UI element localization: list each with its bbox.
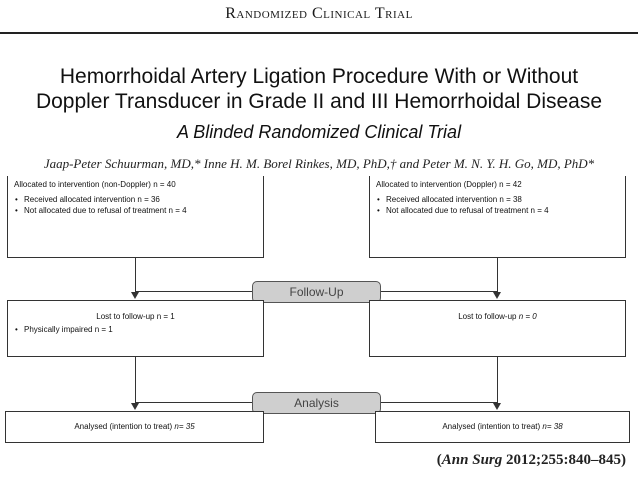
left-analysis-text: Analysed (intention to treat) [74, 422, 173, 431]
right-allocation-list [376, 194, 619, 216]
analysis-stage-label: Analysis [252, 392, 381, 414]
left-allocation-list [14, 194, 257, 216]
right-analysis-n: n= 38 [542, 422, 563, 431]
title-line-1: Hemorrhoidal Artery Ligation Procedure With or Without [59, 65, 579, 88]
right-allocation-title: Allocated to intervention (Doppler) n = 42 [376, 180, 522, 189]
right-followup-n: n = 0 [518, 312, 537, 321]
follow-up-line-left [135, 291, 252, 292]
left-connector-2 [135, 357, 136, 403]
left-analysis-box [5, 411, 264, 443]
header-divider [0, 32, 638, 34]
journal-citation: (Ann Surg 2012;255:840–845) [436, 452, 626, 468]
right-analysis-text: Analysed (intention to treat) [442, 422, 541, 431]
citation-journal: Ann Surg [441, 452, 503, 468]
right-followup-title-row [376, 311, 619, 322]
left-arrow-1 [131, 292, 139, 299]
left-allocation-item: • Received allocated intervention n = 36 [14, 194, 257, 205]
left-allocation-box [7, 176, 264, 258]
right-arrow-1 [493, 292, 501, 299]
article-subtitle: A Blinded Randomized Clinical Trial [176, 122, 462, 142]
left-arrow-2 [131, 403, 139, 410]
left-followup-box [7, 300, 264, 357]
right-followup-title: Lost to follow-up [458, 312, 517, 321]
section-header: Randomized Clinical Trial [225, 5, 413, 22]
left-followup-item: • Physically impaired n = 1 [14, 324, 257, 335]
left-followup-title: Lost to follow-up n = 1 [96, 312, 175, 321]
citation-details: 2012;255:840–845) [506, 452, 626, 468]
right-allocation-item: • Received allocated intervention n = 38 [376, 194, 619, 205]
left-connector-1 [135, 258, 136, 292]
right-arrow-2 [493, 403, 501, 410]
right-connector-2 [497, 357, 498, 403]
right-allocation-box [369, 176, 626, 258]
left-allocation-title: Allocated to intervention (non-Doppler) n = 40 [14, 180, 176, 189]
right-followup-box [369, 300, 626, 357]
right-connector-1 [497, 258, 498, 292]
right-analysis-box [375, 411, 630, 443]
follow-up-stage-label: Follow-Up [252, 281, 381, 303]
title-line-2: Doppler Transducer in Grade II and III Hemorrhoidal Disease [35, 90, 603, 113]
right-allocation-item: • Not allocated due to refusal of treatment n = 4 [376, 205, 619, 216]
analysis-line-right [381, 402, 498, 403]
left-followup-list [14, 324, 257, 335]
follow-up-line-right [381, 291, 498, 292]
authors-line: Jaap-Peter Schuurman, MD,* Inne H. M. Borel Rinkes, MD, PhD,† and Peter M. N. Y. H. Go, MD, PhD* [43, 156, 595, 171]
article-title [0, 64, 638, 114]
analysis-line-left [135, 402, 252, 403]
left-allocation-item: • Not allocated due to refusal of treatment n = 4 [14, 205, 257, 216]
left-analysis-n: n= 35 [174, 422, 195, 431]
